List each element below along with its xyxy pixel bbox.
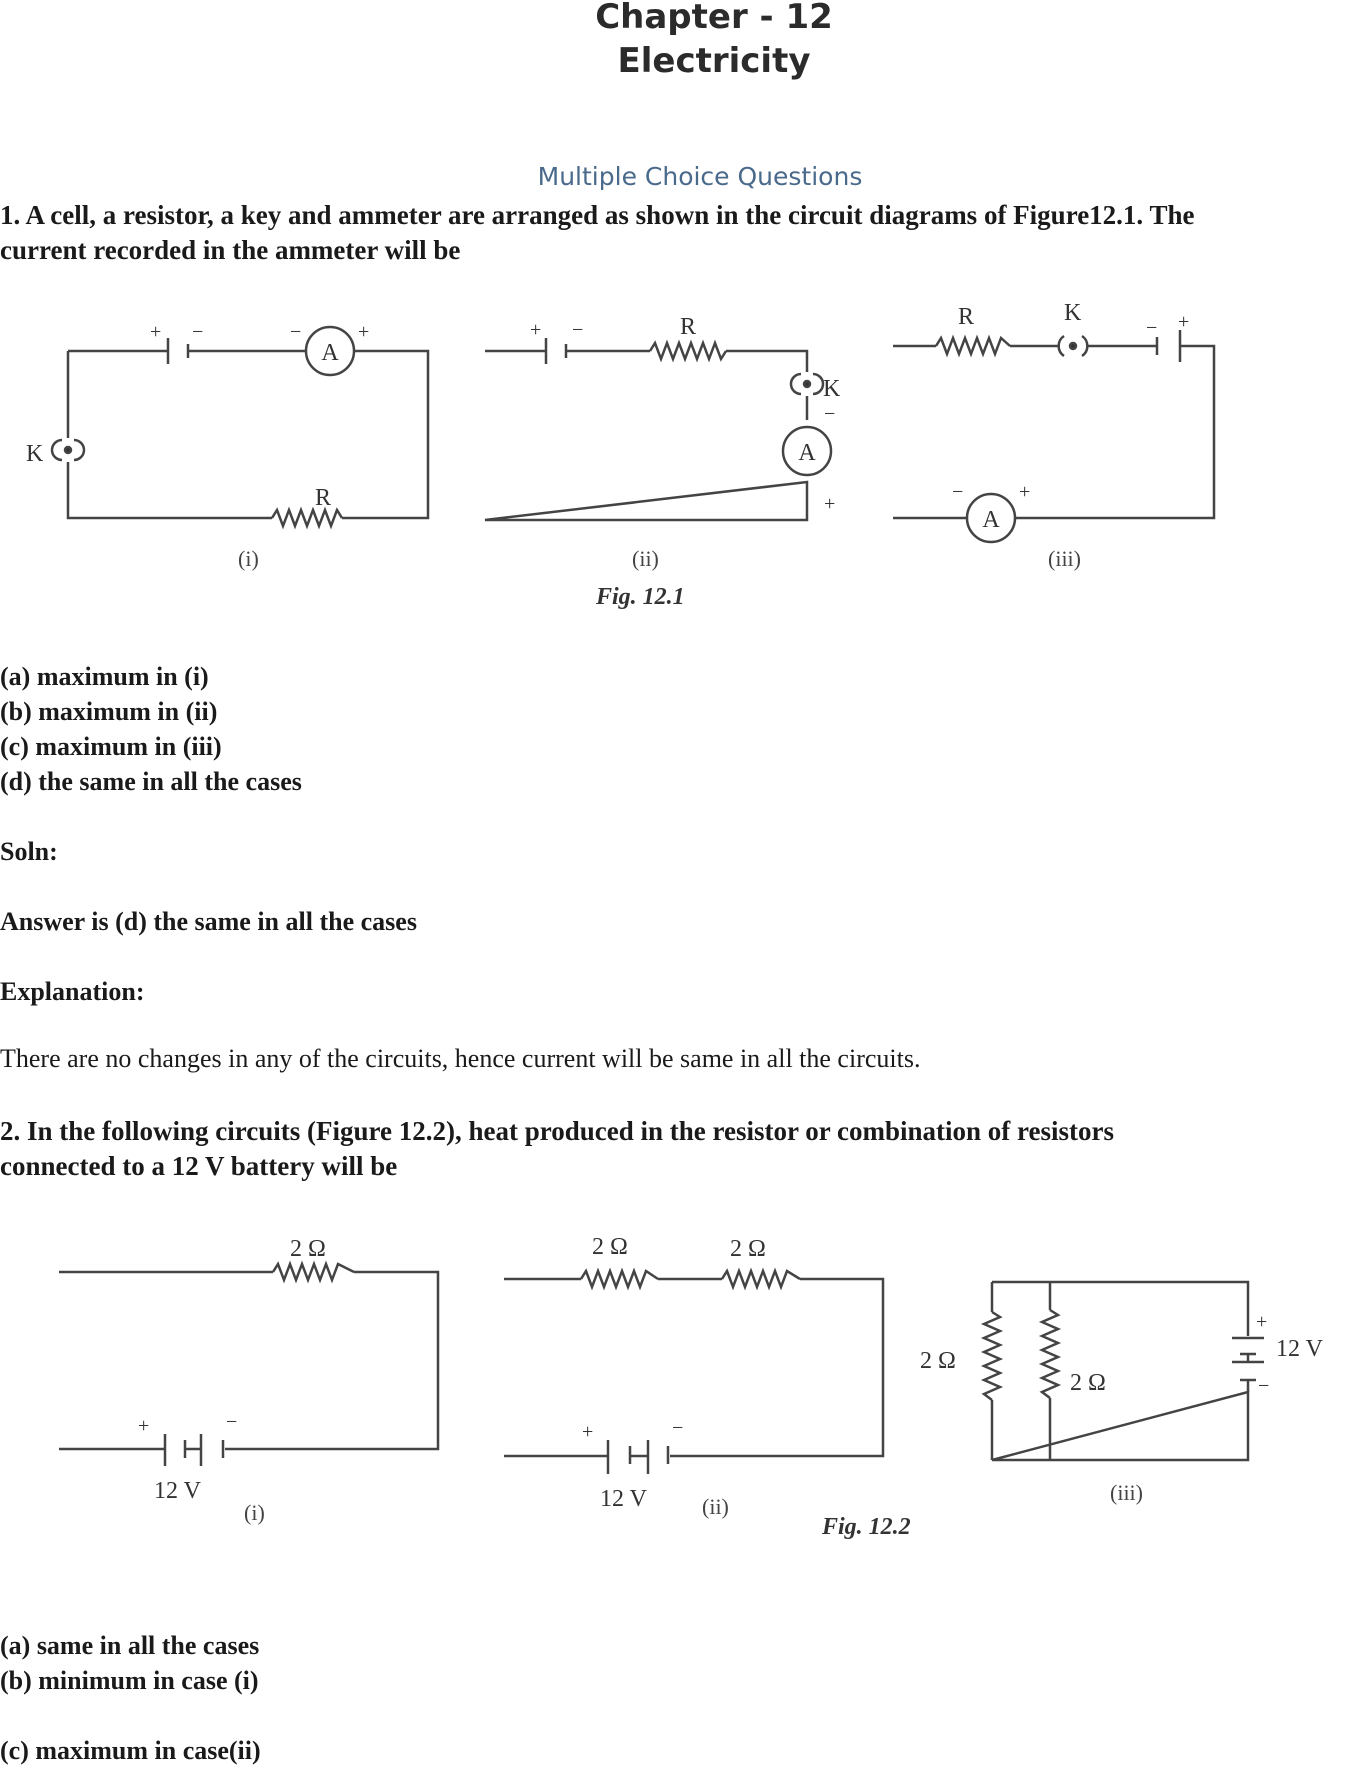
- svg-text:A: A: [321, 340, 339, 366]
- circuit-1-i: [26, 321, 428, 526]
- circuit-2-iii: [920, 1282, 1324, 1460]
- circuit-1-iii: [893, 300, 1214, 542]
- figure-12-1: [0, 290, 1360, 620]
- q1-option-c: (c) maximum in (iii): [0, 732, 222, 761]
- fig-12-2-caption: Fig. 12.2: [822, 1514, 911, 1540]
- question-1-line-1: 1. A cell, a resistor, a key and ammeter are arranged as shown in the circuit diagrams of Figure12.1. The: [0, 200, 1195, 230]
- svg-text:A: A: [982, 507, 1000, 533]
- svg-text:+: +: [358, 321, 370, 343]
- svg-text:R: R: [315, 485, 332, 511]
- svg-text:2 Ω: 2 Ω: [592, 1234, 628, 1260]
- svg-text:−: −: [290, 321, 302, 343]
- svg-text:12 V: 12 V: [1276, 1336, 1323, 1362]
- fig-12-1-label-iii: (iii): [1048, 546, 1081, 571]
- svg-text:−: −: [226, 1411, 238, 1433]
- svg-text:+: +: [150, 321, 162, 343]
- svg-text:−: −: [1146, 317, 1158, 339]
- figure-12-2: [0, 1220, 1360, 1550]
- q1-option-d: (d) the same in all the cases: [0, 767, 302, 796]
- q1-option-b: (b) maximum in (ii): [0, 697, 218, 726]
- q1-option-a: (a) maximum in (i): [0, 662, 209, 691]
- q2-option-c: (c) maximum in case(ii): [0, 1736, 261, 1765]
- svg-text:−: −: [1258, 1375, 1270, 1397]
- q2-option-a: (a) same in all the cases: [0, 1631, 260, 1660]
- fig-12-2-label-iii: (iii): [1110, 1480, 1143, 1505]
- q1-soln-label: Soln:: [0, 837, 58, 866]
- svg-text:12 V: 12 V: [154, 1478, 201, 1504]
- svg-text:−: −: [192, 321, 204, 343]
- svg-text:+: +: [1019, 481, 1031, 503]
- fig-12-1-label-i: (i): [238, 546, 259, 571]
- svg-text:+: +: [138, 1415, 150, 1437]
- svg-text:2 Ω: 2 Ω: [920, 1348, 956, 1374]
- svg-text:K: K: [823, 376, 841, 402]
- question-2-line-1: 2. In the following circuits (Figure 12.2), heat produced in the resistor or combination of resistors: [0, 1116, 1114, 1146]
- q1-explanation-label: Explanation:: [0, 977, 145, 1006]
- svg-text:2 Ω: 2 Ω: [1070, 1370, 1106, 1396]
- svg-text:−: −: [672, 1417, 684, 1439]
- svg-text:−: −: [824, 403, 836, 425]
- svg-text:R: R: [680, 314, 697, 340]
- subject-title: Electricity: [617, 41, 811, 81]
- q1-explanation: There are no changes in any of the circuits, hence current will be same in all the circuits.: [0, 1044, 921, 1073]
- svg-text:R: R: [958, 304, 975, 330]
- svg-text:A: A: [798, 440, 816, 466]
- svg-text:+: +: [530, 319, 542, 341]
- circuit-2-i: [59, 1236, 438, 1504]
- circuit-1-ii: [485, 314, 841, 520]
- svg-text:+: +: [824, 493, 836, 515]
- svg-text:+: +: [582, 1421, 594, 1443]
- svg-text:12 V: 12 V: [600, 1486, 647, 1512]
- q1-answer: Answer is (d) the same in all the cases: [0, 907, 417, 936]
- svg-text:K: K: [26, 441, 44, 467]
- fig-12-1-label-ii: (ii): [632, 546, 659, 571]
- fig-12-1-caption: Fig. 12.1: [596, 584, 685, 610]
- svg-text:+: +: [1178, 311, 1190, 333]
- question-1-line-2: current recorded in the ammeter will be: [0, 235, 461, 265]
- svg-text:+: +: [1256, 1311, 1268, 1333]
- svg-text:2 Ω: 2 Ω: [730, 1236, 766, 1262]
- circuit-2-ii: [504, 1234, 883, 1512]
- q2-option-b: (b) minimum in case (i): [0, 1666, 259, 1695]
- fig-12-2-label-i: (i): [244, 1500, 265, 1525]
- question-2-line-2: connected to a 12 V battery will be: [0, 1151, 398, 1181]
- section-heading: Multiple Choice Questions: [537, 162, 863, 191]
- chapter-title: Chapter - 12: [595, 0, 833, 37]
- svg-text:−: −: [572, 319, 584, 341]
- svg-text:2 Ω: 2 Ω: [290, 1236, 326, 1262]
- svg-text:−: −: [952, 481, 964, 503]
- fig-12-2-label-ii: (ii): [702, 1494, 729, 1519]
- svg-text:K: K: [1064, 300, 1082, 326]
